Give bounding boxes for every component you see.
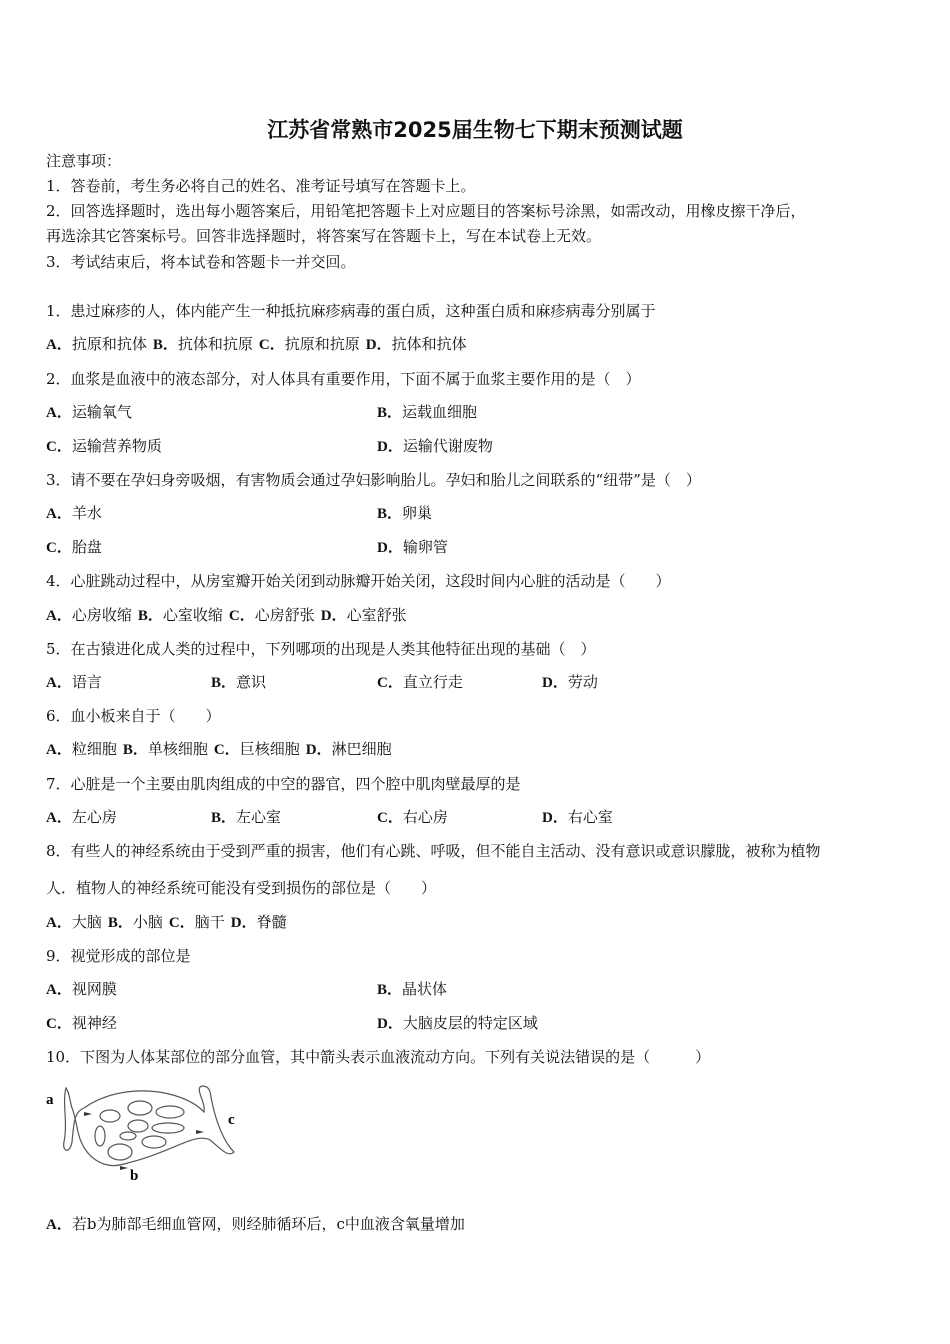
option-label: B． [152, 337, 178, 353]
option-row [46, 740, 392, 759]
question-stem: 2．血浆是血液中的液态部分，对人体具有重要作用，下面不属于血浆主要作用的是（ ） [46, 370, 641, 388]
option-b [211, 808, 281, 827]
option-c [169, 913, 225, 931]
option-text: 大脑 [71, 913, 102, 931]
option-label: A． [46, 915, 72, 931]
option-label: A． [46, 742, 72, 758]
option-c [46, 1014, 117, 1033]
option-label: D． [377, 439, 403, 455]
option-d [542, 808, 613, 827]
option-text: 脑干 [194, 913, 225, 931]
option-c [377, 808, 448, 827]
option-text: 心室舒张 [346, 606, 407, 624]
figure-label-b: b [130, 1168, 139, 1182]
option-b [108, 913, 163, 931]
option-label: A． [46, 337, 72, 353]
option-text: 巨核细胞 [239, 740, 300, 758]
option-text: 运载血细胞 [402, 403, 478, 421]
option-label: D． [230, 915, 257, 931]
option-text: 若b为肺部毛细血管网，则经肺循环后，c中血液含氧量增加 [71, 1215, 465, 1233]
option-text: 视网膜 [71, 980, 117, 998]
option-d [377, 437, 493, 456]
option-a [46, 673, 102, 692]
option-text: 抗原和抗体 [71, 335, 147, 353]
option-label: B． [377, 982, 403, 998]
option-label: B． [211, 810, 237, 826]
option-c [229, 606, 315, 624]
option-text: 淋巴细胞 [331, 740, 392, 758]
option-a [46, 740, 117, 758]
question-stem: 6．血小板来自于（ ） [46, 707, 221, 725]
option-label: C． [213, 742, 240, 758]
option-text: 羊水 [71, 504, 102, 522]
option-text: 劳动 [567, 673, 598, 691]
option-label: C． [377, 675, 403, 691]
option-c [214, 740, 300, 758]
option-text: 小脑 [132, 913, 163, 931]
notice-line: 2．回答选择题时，选出每小题答案后，用铅笔把答题卡上对应题目的答案标号涂黑，如需改动，用橡皮擦干净后， [46, 202, 806, 220]
option-label: C． [46, 540, 72, 556]
option-a [46, 808, 117, 827]
option-text: 单核细胞 [147, 740, 208, 758]
option-b [138, 606, 223, 624]
option-c [46, 538, 102, 557]
option-label: A． [46, 506, 72, 522]
notice-line: 再选涂其它答案标号。回答非选择题时，将答案写在答题卡上，写在本试卷上无效。 [46, 227, 602, 245]
option-label: B． [377, 405, 403, 421]
option-label: C． [168, 915, 195, 931]
option-text: 心房舒张 [254, 606, 315, 624]
option-d [542, 673, 598, 692]
question-stem: 5．在古猿进化成人类的过程中，下列哪项的出现是人类其他特征出现的基础（ ） [46, 640, 596, 658]
question-stem: 10．下图为人体某部位的部分血管，其中箭头表示血液流动方向。下列有关说法错误的是（ ） [46, 1048, 711, 1066]
option-d [366, 335, 467, 353]
option-text: 抗原和抗原 [284, 335, 360, 353]
option-text: 胎盘 [71, 538, 102, 556]
option-d [321, 606, 407, 624]
option-text: 直立行走 [402, 673, 463, 691]
option-d [306, 740, 392, 758]
option-a [46, 403, 132, 422]
option-label: D． [305, 742, 332, 758]
option-b [377, 504, 432, 523]
option-a [46, 913, 102, 931]
option-text: 粒细胞 [71, 740, 117, 758]
option-label: B． [137, 608, 163, 624]
option-d [377, 1014, 538, 1033]
option-text: 左心室 [236, 808, 282, 826]
option-label: D． [377, 540, 403, 556]
option-b [377, 403, 477, 422]
option-d [231, 913, 287, 931]
option-label: B． [107, 915, 133, 931]
question-stem: 1．患过麻疹的人，体内能产生一种抵抗麻疹病毒的蛋白质，这种蛋白质和麻疹病毒分别属于 [46, 302, 656, 320]
option-text: 输卵管 [402, 538, 448, 556]
option-b [123, 740, 208, 758]
option-text: 意识 [236, 673, 267, 691]
option-row [46, 913, 287, 932]
option-label: D． [320, 608, 347, 624]
figure-label-a: a [46, 1092, 54, 1108]
option-text: 运输氧气 [71, 403, 132, 421]
page-title: 江苏省常熟市2025届生物七下期末预测试题 [267, 118, 683, 142]
option-a [46, 606, 132, 624]
option-text: 心室收缩 [162, 606, 223, 624]
option-label: A． [46, 405, 72, 421]
notice-heading: 注意事项： [46, 152, 122, 170]
option-c [259, 335, 360, 353]
option-label: A． [46, 1217, 72, 1233]
option-a [46, 1215, 465, 1234]
notice-line: 3．考试结束后，将本试卷和答题卡一并交回。 [46, 253, 356, 271]
option-text: 晶状体 [402, 980, 448, 998]
question-stem: 9．视觉形成的部位是 [46, 947, 191, 965]
option-text: 抗体和抗体 [391, 335, 467, 353]
option-label: D． [542, 675, 568, 691]
option-text: 左心房 [71, 808, 117, 826]
option-label: D． [377, 1016, 403, 1032]
option-label: B． [122, 742, 148, 758]
option-label: D． [542, 810, 568, 826]
option-label: C． [46, 1016, 72, 1032]
option-text: 右心室 [567, 808, 613, 826]
notice-line: 1．答卷前，考生务必将自己的姓名、准考证号填写在答题卡上。 [46, 177, 476, 195]
option-text: 心房收缩 [71, 606, 132, 624]
option-row [46, 606, 407, 625]
option-text: 脊髓 [256, 913, 287, 931]
option-text: 卵巢 [402, 504, 433, 522]
option-a [46, 335, 147, 353]
option-text: 右心房 [402, 808, 448, 826]
question-stem: 7．心脏是一个主要由肌肉组成的中空的器官，四个腔中肌肉壁最厚的是 [46, 775, 521, 793]
option-label: C． [46, 439, 72, 455]
option-c [377, 673, 463, 692]
figure-label-c: c [228, 1112, 235, 1128]
option-label: A． [46, 810, 72, 826]
option-text: 抗体和抗原 [177, 335, 253, 353]
option-label: A． [46, 608, 72, 624]
question-stem: 3．请不要在孕妇身旁吸烟，有害物质会通过孕妇影响胎儿。孕妇和胎儿之间联系的“纽带”是（ ） [46, 471, 701, 489]
option-text: 运输营养物质 [71, 437, 162, 455]
question-stem: 8．有些人的神经系统由于受到严重的损害，他们有心跳、呼吸，但不能自主活动、没有意识或意识朦胧，被称为植物 [46, 842, 821, 860]
option-label: C． [228, 608, 255, 624]
option-row [46, 335, 467, 354]
question-stem: 人．植物人的神经系统可能没有受到损伤的部位是（ ） [46, 879, 437, 897]
question-stem: 4．心脏跳动过程中，从房室瓣开始关闭到动脉瓣开始关闭，这段时间内心脏的活动是（ ） [46, 572, 671, 590]
option-a [46, 980, 117, 999]
blood-vessel-diagram [44, 1082, 244, 1182]
option-a [46, 504, 102, 523]
option-text: 运输代谢废物 [402, 437, 493, 455]
option-b [211, 673, 266, 692]
option-c [46, 437, 162, 456]
option-label: A． [46, 675, 72, 691]
option-text: 大脑皮层的特定区域 [402, 1014, 538, 1032]
option-text: 视神经 [71, 1014, 117, 1032]
option-label: B． [211, 675, 237, 691]
option-text: 语言 [71, 673, 102, 691]
option-label: C． [258, 337, 285, 353]
option-label: B． [377, 506, 403, 522]
option-b [153, 335, 253, 353]
option-label: A． [46, 982, 72, 998]
option-label: C． [377, 810, 403, 826]
option-label: D． [365, 337, 392, 353]
option-b [377, 980, 447, 999]
option-d [377, 538, 448, 557]
